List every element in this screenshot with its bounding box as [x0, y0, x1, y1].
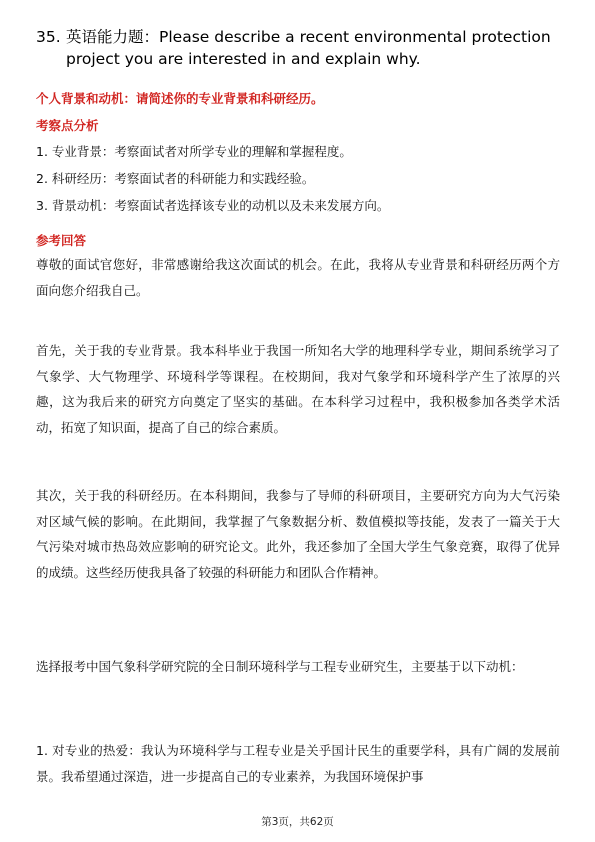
question-line-2: project you are interested in and explain why.	[66, 50, 421, 68]
question-number: 35.	[36, 28, 61, 46]
analysis-item: 1. 专业背景：考察面试者对所学专业的理解和掌握程度。	[36, 144, 352, 159]
analysis-item: 2. 科研经历：考察面试者的科研能力和实践经验。	[36, 171, 315, 186]
section-heading: 个人背景和动机：请简述你的专业背景和科研经历。	[36, 91, 324, 106]
analysis-item: 3. 背景动机：考察面试者选择该专业的动机以及未来发展方向。	[36, 198, 390, 213]
answer-paragraph: 1. 对专业的热爱：我认为环境科学与工程专业是关乎国计民生的重要学科，具有广阔的发展前景。我希望通过深造，进一步提高自己的专业素养，为我国环境保护事	[36, 743, 560, 784]
answer-heading: 参考回答	[36, 233, 87, 248]
answer-paragraph: 其次，关于我的科研经历。在本科期间，我参与了导师的科研项目，主要研究方向为大气污染对区域气候的影响。在此期间，我掌握了气象数据分析、数值模拟等技能，发表了一篇关于大气污染对城市热岛效应影响的研究论文。此外，我还参加了全国大学生气象竞赛，取得了优异的成绩。这些经历使我具备了较强的科研能力和团队合作精神。	[36, 488, 560, 580]
answer-paragraph: 尊敬的面试官您好，非常感谢给我这次面试的机会。在此，我将从专业背景和科研经历两个方面向您介绍我自己。	[36, 257, 560, 298]
analysis-heading: 考察点分析	[36, 118, 99, 133]
answer-paragraph: 选择报考中国气象科学研究院的全日制环境科学与工程专业研究生，主要基于以下动机：	[36, 659, 524, 674]
page-footer: 第3页，共62页	[261, 816, 334, 828]
answer-paragraph: 首先，关于我的专业背景。我本科毕业于我国一所知名大学的地理科学专业，期间系统学习了气象学、大气物理学、环境科学等课程。在校期间，我对气象学和环境科学产生了浓厚的兴趣，这为我后来的研究方向奠定了坚实的基础。在本科学习过程中，我积极参加各类学术活动，拓宽了知识面，提高了自己的综合素质。	[36, 343, 560, 435]
question-title	[36, 26, 566, 70]
question-line-1: 英语能力题：Please describe a recent environmental protection	[66, 28, 551, 46]
